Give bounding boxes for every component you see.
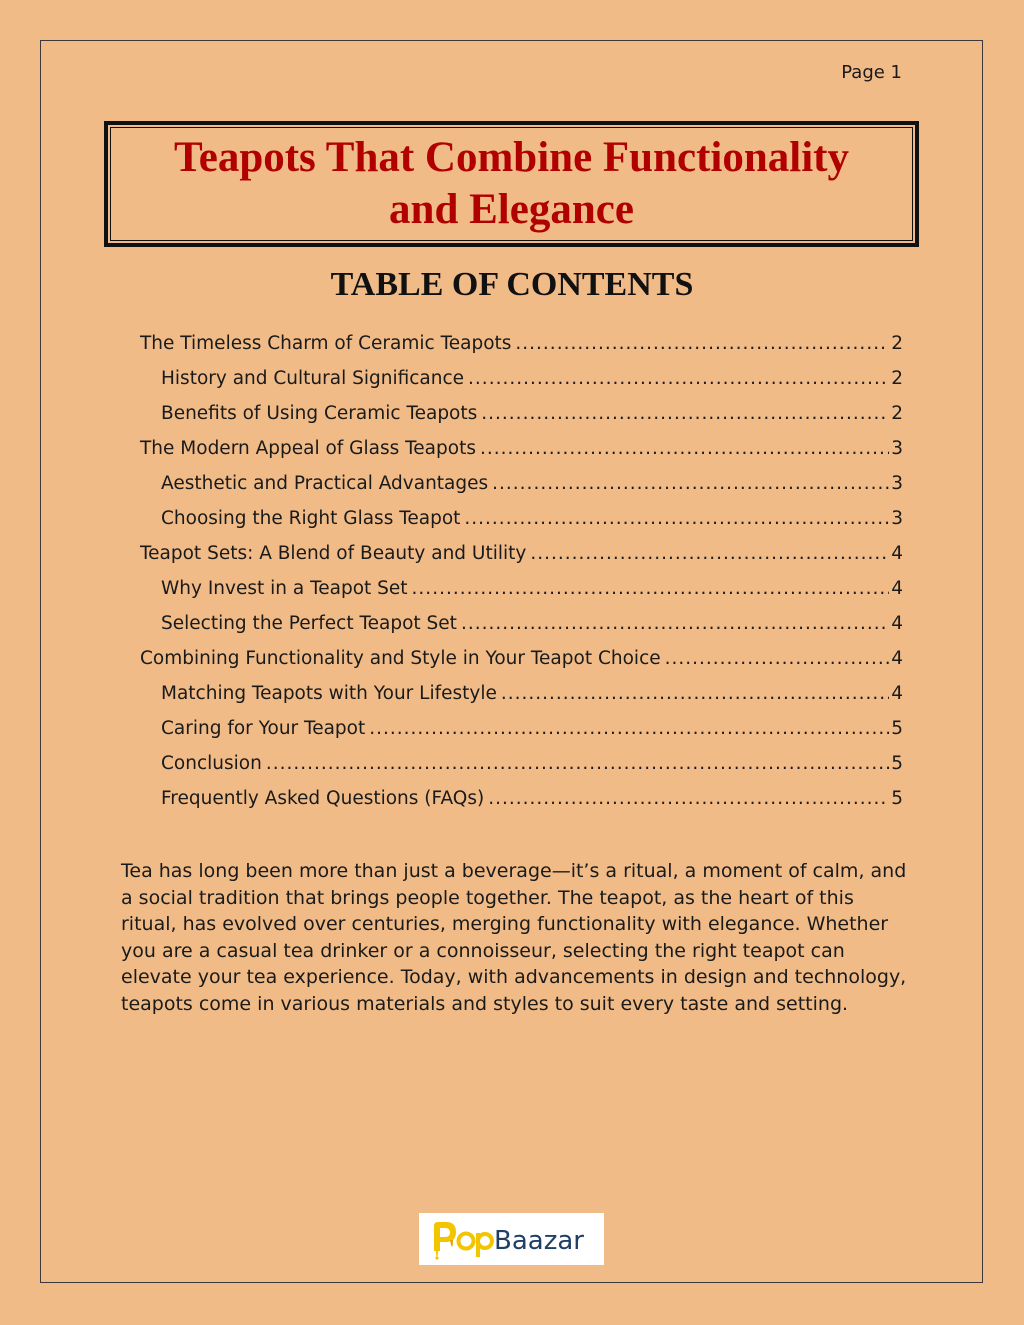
toc-dot-leader: [665, 641, 889, 676]
toc-entry-title: Caring for Your Teapot: [161, 718, 366, 739]
toc-entry-title: The Timeless Charm of Ceramic Teapots: [140, 333, 512, 354]
toc-entry-page: 4: [891, 683, 903, 704]
toc-heading: TABLE OF CONTENTS: [330, 266, 694, 303]
toc-entry-why-invest[interactable]: [140, 571, 903, 606]
toc-entry-title: Selecting the Perfect Teapot Set: [161, 613, 457, 634]
toc-dot-leader: [488, 781, 889, 816]
toc-entry-matching-lifestyle[interactable]: [140, 676, 903, 711]
toc-dot-leader: [468, 361, 889, 396]
toc-entry-ceramic-benefits[interactable]: [140, 396, 903, 431]
toc-dot-leader: [266, 746, 889, 781]
toc-dot-leader: [369, 711, 889, 746]
toc-entry-caring[interactable]: [140, 711, 903, 746]
toc-dot-leader: [480, 431, 889, 466]
toc-entry-title: Teapot Sets: A Blend of Beauty and Utility: [140, 543, 527, 564]
toc-entry-page: 4: [891, 578, 903, 599]
toc-entry-page: 2: [891, 403, 903, 424]
title-box: [104, 121, 919, 247]
toc-entry-page: 2: [891, 333, 903, 354]
intro-paragraph: Tea has long been more than just a beverage—it’s a ritual, a moment of calm, and a social tradition that brings people together. The teapot, as the heart of this ritual, has evolved over centuries, merging functionality with elegance. Whether you are a casual tea drinker or a connoisseur, selecting the right teapot can elevate your tea experience. Today, with advancements in design and technology, teapots come in various materials and styles to suit every taste and setting.: [121, 860, 907, 1015]
toc-entry-page: 3: [891, 473, 903, 494]
toc-entry-title: Matching Teapots with Your Lifestyle: [161, 683, 497, 704]
toc-entry-page: 5: [891, 788, 903, 809]
toc-entry-title: Combining Functionality and Style in Your Teapot Choice: [140, 648, 661, 669]
toc-entry-ceramic-charm[interactable]: [140, 326, 903, 361]
toc-entry-page: 3: [891, 508, 903, 529]
toc-entry-page: 3: [891, 438, 903, 459]
toc-entry-page: 4: [891, 543, 903, 564]
toc-dot-leader: [492, 466, 889, 501]
toc-dot-leader: [530, 536, 889, 571]
toc-entry-glass-appeal[interactable]: [140, 431, 903, 466]
toc-dot-leader: [464, 501, 889, 536]
title-box-inner: [110, 127, 913, 241]
svg-text:Baazar: Baazar: [493, 1226, 584, 1256]
toc-entry-title: Conclusion: [161, 753, 262, 774]
popbaazar-logo-icon: [426, 1217, 598, 1261]
toc-entry-title: History and Cultural Significance: [161, 368, 465, 389]
page-number: Page 1: [841, 62, 902, 83]
toc-entry-title: The Modern Appeal of Glass Teapots: [140, 438, 476, 459]
toc-entry-combining-style[interactable]: [140, 641, 903, 676]
toc-entry-history[interactable]: [140, 361, 903, 396]
toc-entry-faqs[interactable]: [140, 781, 903, 816]
toc-entry-choosing-glass[interactable]: [140, 501, 903, 536]
toc-dot-leader: [501, 676, 889, 711]
toc-entry-page: 5: [891, 718, 903, 739]
table-of-contents: [140, 326, 903, 816]
toc-entry-aesthetic-advantages[interactable]: [140, 466, 903, 501]
document-title-line-2: and Elegance: [389, 186, 634, 233]
toc-entry-title: Choosing the Right Glass Teapot: [161, 508, 461, 529]
toc-entry-title: Benefits of Using Ceramic Teapots: [161, 403, 478, 424]
toc-entry-title: Aesthetic and Practical Advantages: [161, 473, 489, 494]
toc-entry-page: 4: [891, 648, 903, 669]
toc-dot-leader: [461, 606, 889, 641]
toc-entry-title: Why Invest in a Teapot Set: [161, 578, 408, 599]
toc-dot-leader: [412, 571, 889, 606]
popbaazar-logo: [419, 1213, 604, 1265]
toc-entry-conclusion[interactable]: [140, 746, 903, 781]
toc-entry-title: Frequently Asked Questions (FAQs): [161, 788, 485, 809]
toc-entry-page: 4: [891, 613, 903, 634]
toc-entry-page: 2: [891, 368, 903, 389]
toc-entry-page: 5: [891, 753, 903, 774]
toc-dot-leader: [481, 396, 889, 431]
toc-dot-leader: [515, 326, 889, 361]
document-title-line-1: Teapots That Combine Functionality: [174, 134, 849, 181]
toc-entry-selecting-set[interactable]: [140, 606, 903, 641]
toc-entry-teapot-sets[interactable]: [140, 536, 903, 571]
